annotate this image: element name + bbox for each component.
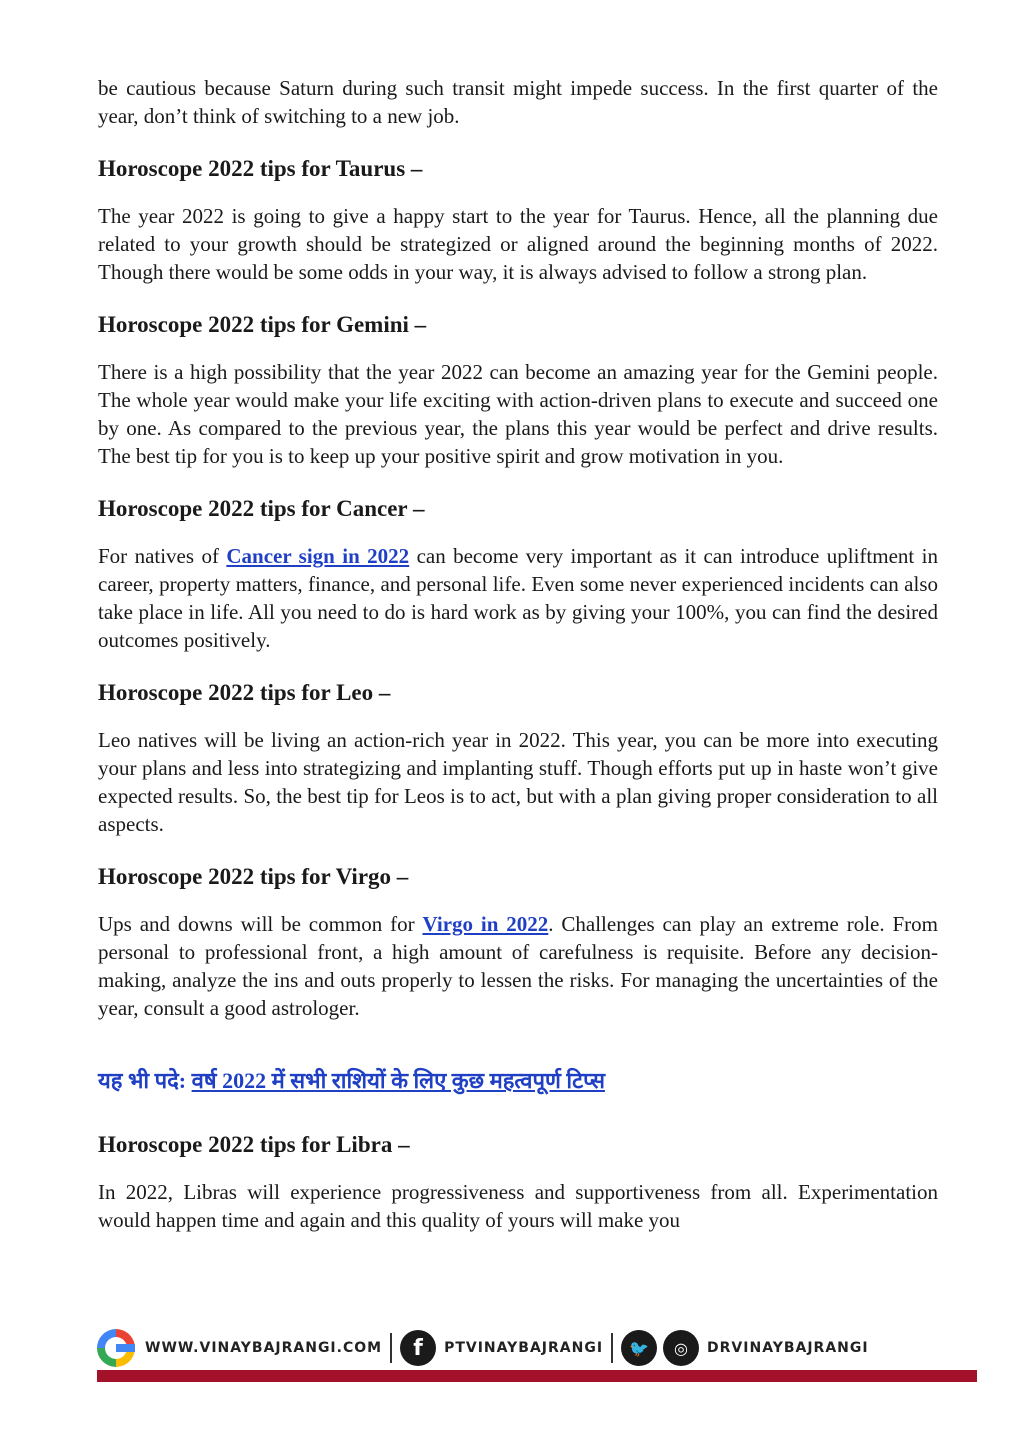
footer-brand-row — [97, 1328, 977, 1368]
cancer-sign-link[interactable]: Cancer sign in 2022 — [226, 544, 410, 568]
social-handle[interactable]: DRVINAYBAJRANGI — [707, 1340, 869, 1356]
page-footer — [97, 1328, 977, 1384]
intro-paragraph: be cautious because Saturn during such transit might impede success. In the first quarter of the year, don’t think of switching to a new job. — [98, 76, 938, 128]
google-icon — [97, 1329, 135, 1367]
virgo-paragraph — [98, 910, 938, 1022]
cancer-heading: Horoscope 2022 tips for Cancer – — [98, 496, 425, 521]
footer-color-bar — [97, 1370, 977, 1382]
virgo-text-after: . Challenges can play an extreme role. From personal to professional front, a high amount of carefulness is requisite. Before any decision-making, analyze the ins and outs properly to lessen the risks. For managing the uncertainties of the year, consult a good astrologer. — [98, 912, 938, 1020]
leo-paragraph: Leo natives will be living an action-rich year in 2022. This year, you can be more into executing your plans and less into strategizing and implanting stuff. Though efforts put up in haste won’t give expected results. So, the best tip for Leos is to act, but with a plan giving proper consideration to all aspects. — [98, 728, 938, 836]
footer-divider — [390, 1333, 392, 1363]
cancer-text-before: For natives of — [98, 544, 227, 568]
footer-divider — [611, 1333, 613, 1363]
taurus-heading: Horoscope 2022 tips for Taurus – — [98, 156, 423, 181]
twitter-icon[interactable]: 🐦 — [621, 1330, 657, 1366]
gemini-heading: Horoscope 2022 tips for Gemini – — [98, 312, 427, 337]
website-label[interactable]: WWW.VINAYBAJRANGI.COM — [145, 1340, 383, 1356]
read-also-line — [98, 1066, 938, 1096]
virgo-heading: Horoscope 2022 tips for Virgo – — [98, 864, 409, 889]
taurus-paragraph: The year 2022 is going to give a happy start to the year for Taurus. Hence, all the planning due related to your growth should be strategized or aligned around the beginning months of 2022. Though there would be some odds in your way, it is always advised to follow a strong plan. — [98, 204, 938, 284]
virgo-link[interactable]: Virgo in 2022 — [422, 912, 549, 936]
facebook-icon[interactable]: f — [400, 1330, 436, 1366]
virgo-text-before: Ups and downs will be common for — [98, 912, 423, 936]
libra-paragraph: In 2022, Libras will experience progressiveness and supportiveness from all. Experimentation would happen time and again and this quality of yours will make you — [98, 1180, 938, 1232]
cancer-text-after: can become very important as it can introduce upliftment in career, property matters, finance, and personal life. Even some never experienced incidents can also take place in life. All you need to do is hard work as by giving your 100%, you can find the desired outcomes positively. — [98, 544, 938, 652]
read-also-link[interactable]: वर्ष 2022 में सभी राशियों के लिए कुछ महत्वपूर्ण टिप्स — [191, 1068, 605, 1093]
read-also-prefix: यह भी पदे: — [98, 1068, 192, 1093]
facebook-handle[interactable]: PTVINAYBAJRANGI — [444, 1340, 604, 1356]
libra-heading: Horoscope 2022 tips for Libra – — [98, 1132, 410, 1157]
gemini-paragraph: There is a high possibility that the year 2022 can become an amazing year for the Gemini people. The whole year would make your life exciting with action-driven plans to execute and succeed one by one. As compared to the previous year, the plans this year would be perfect and drive results. The best tip for you is to keep up your positive spirit and grow motivation in you. — [98, 360, 938, 468]
instagram-icon[interactable]: ◎ — [663, 1330, 699, 1366]
document-page — [98, 74, 938, 1234]
cancer-paragraph — [98, 542, 938, 654]
leo-heading: Horoscope 2022 tips for Leo – — [98, 680, 391, 705]
